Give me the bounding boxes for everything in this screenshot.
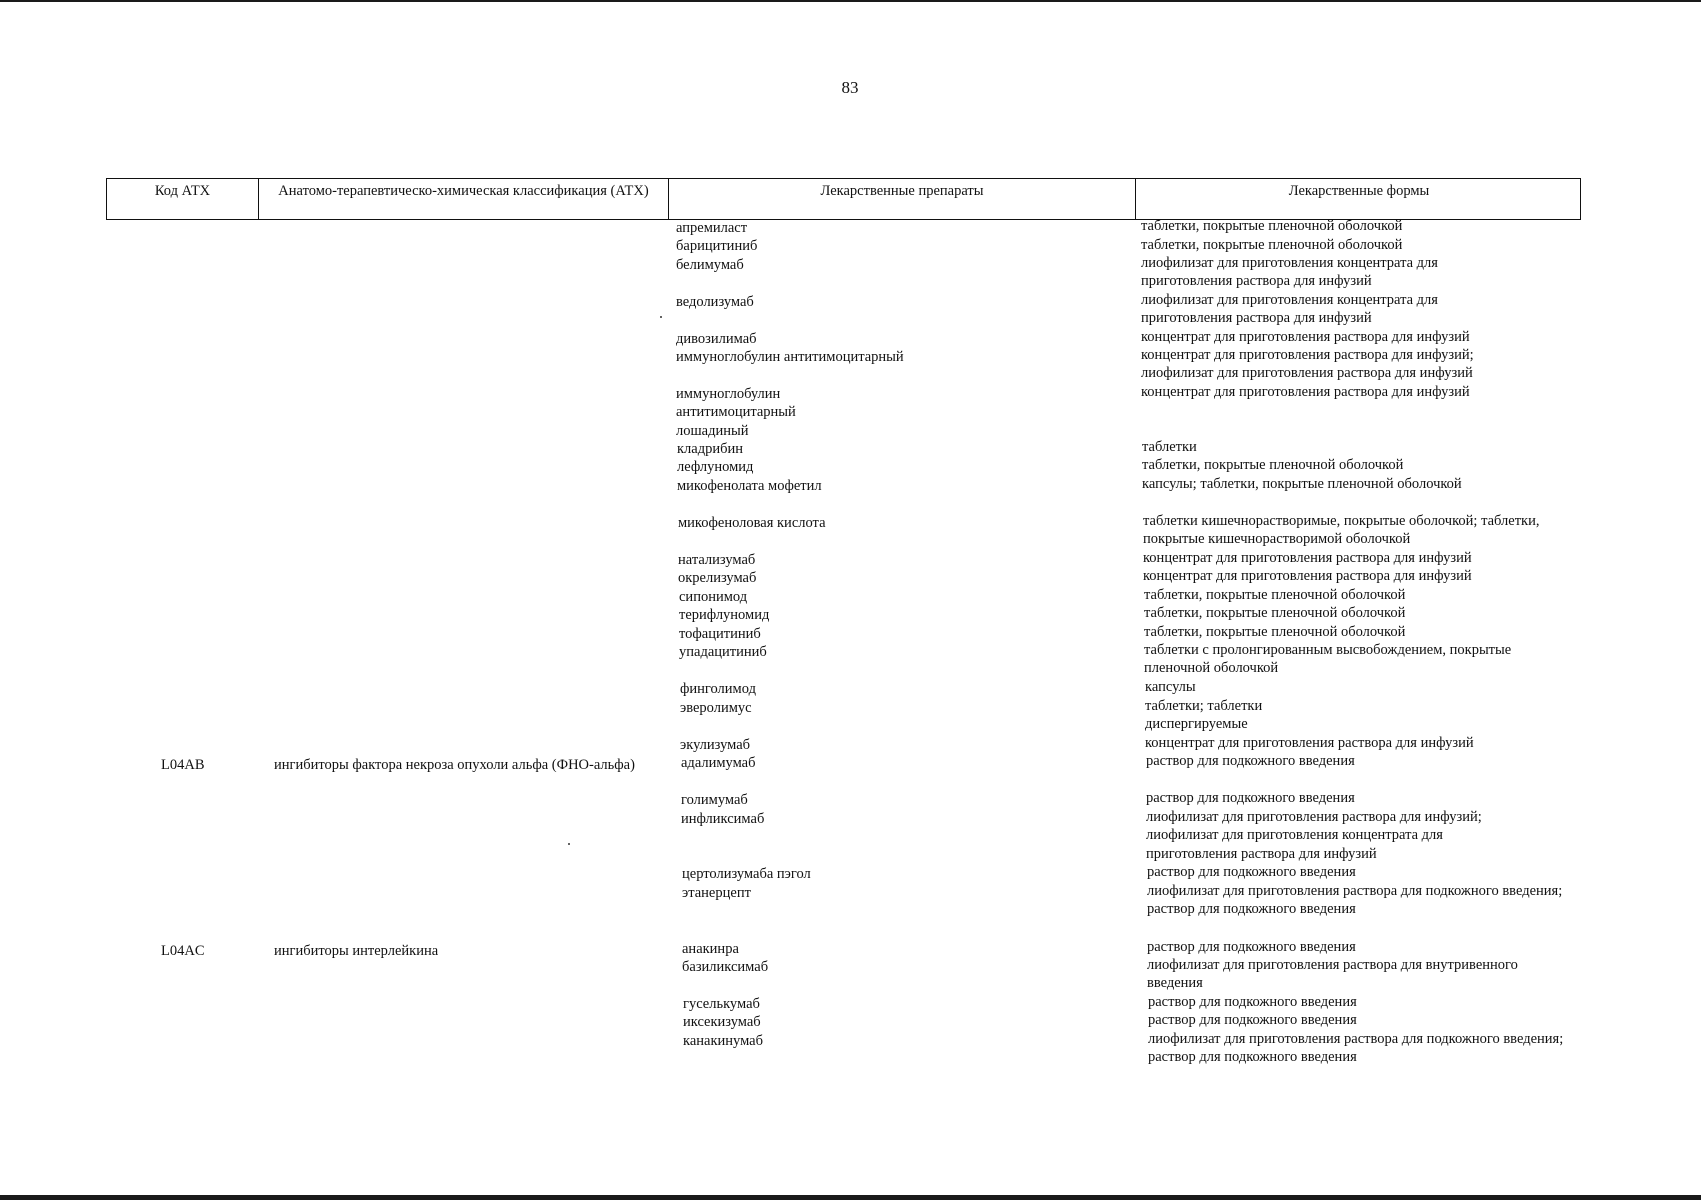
scan-edge-top: [0, 0, 1701, 2]
dosage-form: таблетки, покрытые пленочной оболочкой: [1141, 237, 1403, 253]
drug-name: тофацитиниб: [679, 626, 761, 642]
drug-name: голимумаб: [681, 792, 748, 808]
drug-name: анакинра: [682, 941, 739, 957]
dosage-form: концентрат для приготовления раствора для инфузий; лиофилизат для приготовления раствора для инфузий: [1141, 347, 1474, 382]
dosage-form: таблетки, покрытые пленочной оболочкой: [1144, 605, 1406, 621]
drug-name: эверолимус: [680, 700, 752, 716]
dosage-form: концентрат для приготовления раствора для инфузий: [1141, 329, 1470, 345]
drug-name: лефлуномид: [677, 459, 754, 475]
drug-name: белимумаб: [676, 257, 744, 273]
header-drugs: Лекарственные препараты: [669, 179, 1136, 219]
dosage-form: лиофилизат для приготовления раствора для подкожного введения; раствор для подкожного введения: [1148, 1031, 1564, 1066]
header-atc-classification: Анатомо-терапевтическо-химическая классификация (АТХ): [259, 179, 669, 219]
drug-name: базиликсимаб: [682, 959, 769, 975]
dosage-form: капсулы; таблетки, покрытые пленочной оболочкой: [1142, 476, 1462, 492]
drug-name: кладрибин: [677, 441, 744, 457]
dosage-form: таблетки, покрытые пленочной оболочкой: [1141, 218, 1403, 234]
drug-name: дивозилимаб: [676, 331, 757, 347]
drug-name: ведолизумаб: [676, 294, 754, 310]
drug-name: сипонимод: [679, 589, 748, 605]
drug-name: иммуноглобулин антитимоцитарный лошадиный: [676, 386, 796, 439]
dosage-form: концентрат для приготовления раствора для инфузий: [1141, 384, 1470, 400]
scan-edge-bottom: [0, 1195, 1701, 1200]
drug-name: натализумаб: [678, 552, 756, 568]
drug-name: финголимод: [680, 681, 756, 697]
dosage-form: концентрат для приготовления раствора для инфузий: [1145, 735, 1474, 751]
scan-speck: [660, 316, 662, 318]
group-name: ингибиторы фактора некроза опухоли альфа (ФНО-альфа): [274, 757, 635, 773]
dosage-form: раствор для подкожного введения: [1148, 994, 1357, 1010]
dosage-form: таблетки, покрытые пленочной оболочкой: [1142, 457, 1404, 473]
dosage-form: раствор для подкожного введения: [1147, 939, 1356, 955]
dosage-form: таблетки, покрытые пленочной оболочкой: [1144, 587, 1406, 603]
header-dosage-forms: Лекарственные формы: [1288, 183, 1430, 199]
dosage-form: таблетки кишечнорастворимые, покрытые оболочкой; таблетки, покрытые кишечнорастворимой оболочкой: [1143, 513, 1540, 548]
drug-name: инфликсимаб: [681, 811, 765, 827]
drug-name: канакинумаб: [683, 1033, 763, 1049]
dosage-form: концентрат для приготовления раствора для инфузий: [1143, 550, 1472, 566]
dosage-form: лиофилизат для приготовления концентрата для приготовления раствора для инфузий: [1141, 292, 1438, 327]
header-atc-code: Код АТХ: [107, 179, 259, 219]
dosage-form: лиофилизат для приготовления раствора для подкожного введения; раствор для подкожного введения: [1147, 883, 1563, 918]
dosage-form: раствор для подкожного введения: [1146, 753, 1355, 769]
drug-name: гуселькумаб: [683, 996, 760, 1012]
dosage-form: капсулы: [1145, 679, 1196, 695]
dosage-form: раствор для подкожного введения: [1147, 864, 1356, 880]
drug-name: экулизумаб: [680, 737, 751, 753]
group-code: L04AC: [161, 943, 205, 959]
dosage-form: раствор для подкожного введения: [1148, 1012, 1357, 1028]
group-name: ингибиторы интерлейкина: [274, 943, 439, 959]
scan-speck: [568, 843, 570, 845]
drug-name: барицитиниб: [676, 238, 758, 254]
dosage-form: лиофилизат для приготовления раствора для инфузий; лиофилизат для приготовления концентрата для приготовления раствора для инфузий: [1146, 809, 1482, 862]
dosage-form: лиофилизат для приготовления концентрата для приготовления раствора для инфузий: [1141, 255, 1438, 290]
drug-name: иксекизумаб: [683, 1014, 761, 1030]
drug-name: иммуноглобулин антитимоцитарный: [676, 349, 904, 365]
drug-name: этанерцепт: [682, 885, 751, 901]
drug-name: окрелизумаб: [678, 570, 757, 586]
dosage-form: лиофилизат для приготовления раствора для внутривенного введения: [1147, 957, 1518, 992]
drug-name: адалимумаб: [681, 755, 756, 771]
drug-name: терифлуномид: [679, 607, 770, 623]
dosage-form: концентрат для приготовления раствора для инфузий: [1143, 568, 1472, 584]
drug-name: цертолизумаба пэгол: [682, 866, 811, 882]
drug-name: микофеноловая кислота: [678, 515, 826, 531]
dosage-form: таблетки, покрытые пленочной оболочкой: [1144, 624, 1406, 640]
page-number: 83: [841, 78, 859, 97]
dosage-form: таблетки: [1142, 439, 1197, 455]
drug-name: микофенолата мофетил: [677, 478, 822, 494]
dosage-form: раствор для подкожного введения: [1146, 790, 1355, 806]
group-code: L04AB: [161, 757, 205, 773]
drug-name: апремиласт: [676, 220, 748, 236]
drug-name: упадацитиниб: [679, 644, 767, 660]
dosage-form: таблетки; таблетки диспергируемые: [1145, 698, 1263, 733]
table-header: [106, 178, 1581, 220]
dosage-form: таблетки с пролонгированным высвобождением, покрытые пленочной оболочкой: [1144, 642, 1512, 677]
